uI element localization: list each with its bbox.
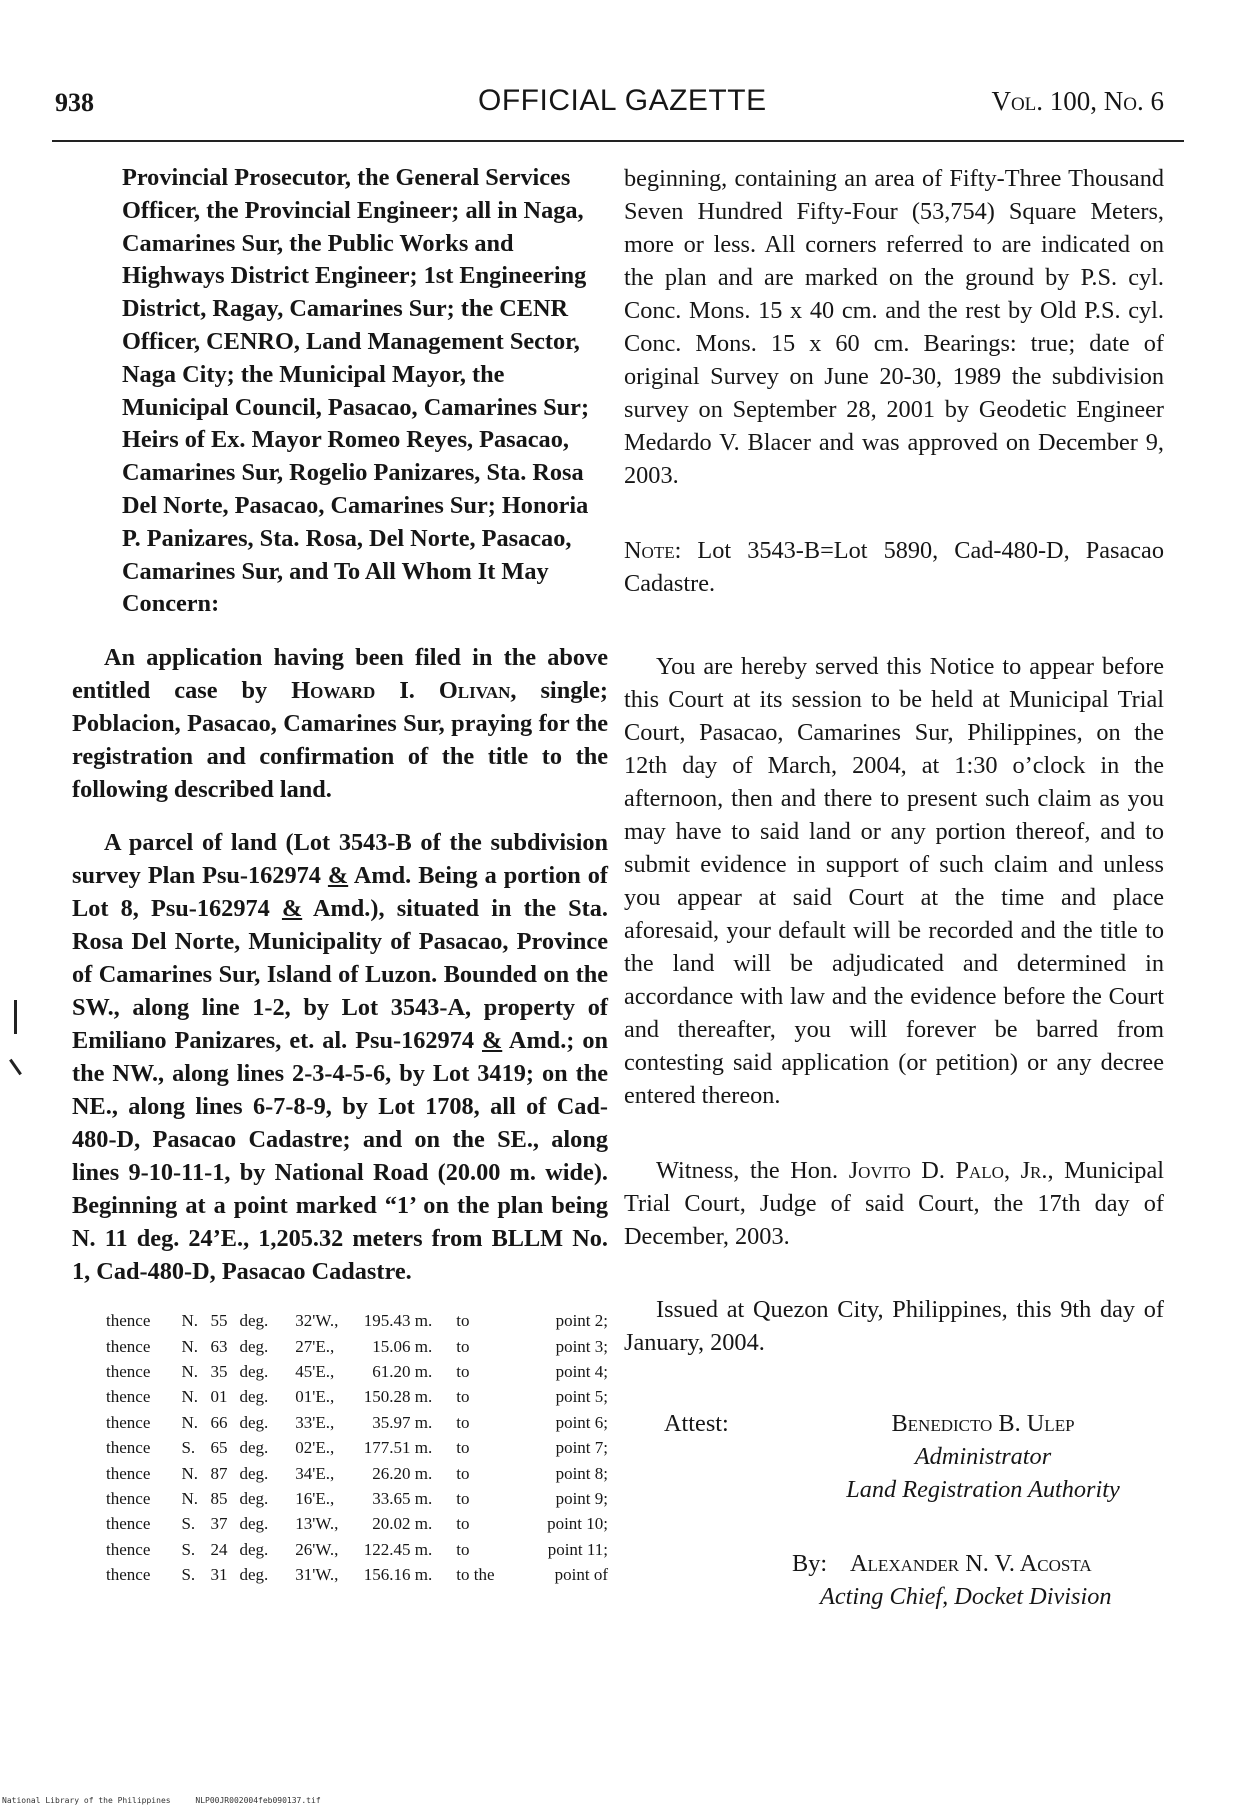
bearing-minutes: 01'E., [295,1387,335,1407]
bearing-unit: deg. [239,1361,269,1381]
bearing-to: to [456,1463,470,1483]
bearing-to: to [456,1489,470,1508]
signer-office: Land Registration Authority [846,1476,1120,1503]
by-name: Alexander N. V. Acosta [850,1550,1092,1577]
by-title: Acting Chief, Docket Division [820,1583,1112,1610]
bearing-to: to [456,1387,470,1407]
bearing-unit: deg. [239,1463,269,1483]
bearing-unit: deg. [239,1336,269,1356]
bearing-minutes: 33'E., [295,1412,335,1432]
bearing-word: thence [106,1361,151,1381]
bearing-point: point 6; [555,1412,608,1432]
margin-mark [9,1059,22,1075]
judge-name: Jovito D. Palo, Jr. [848,1157,1048,1184]
bearing-distance: 156.16 m. [363,1565,433,1585]
page-header [0,0,1236,150]
note-text: Lot 3543-B=Lot 5890, Cad-480-D, Pasacao Cadastre. [624,537,1164,597]
bearing-row [106,1486,608,1511]
bearing-degrees: 37 [210,1514,228,1534]
signer-name: Benedicto B. Ulep [891,1410,1075,1437]
application-text: An application having been filed in the above entitled case by [72,644,608,705]
margin-mark [14,1000,17,1034]
bearing-point: point 2; [555,1311,608,1331]
attest-block [624,1407,1164,1507]
bearing-minutes: 02'E., [295,1438,335,1458]
bearing-minutes: 31'W., [295,1565,339,1585]
bearing-minutes: 34'E., [295,1463,335,1483]
notice-paragraph: You are hereby served this Notice to appear before this Court at its session to be held at Municipal Trial Court, Pasacao, Camarines Sur, Philippines, on the 12th day of March, 2004, at 1:30 o’clock in the afternoon, then and there to present such claim as you may have to said land or any portion thereof, and to submit evidence in support of such claim and unless you appear at said Court at the time and place aforesaid, your default will be recorded and the title to the land will be adjudicated and determined in accordance with law and the evidence before the Court and thereafter, you will forever be barred from contesting said application (or petition) or any decree entered thereon. [624,653,1164,1109]
bearing-to: to [456,1336,470,1356]
bearing-row [106,1435,608,1460]
volume-issue: Vol. 100, No. 6 [991,86,1164,116]
bearing-row [106,1334,608,1359]
bearing-unit: deg. [239,1565,269,1585]
bearing-word: thence [106,1311,151,1331]
bearing-degrees: 87 [210,1463,228,1483]
bearing-degrees: 65 [210,1438,228,1458]
bearing-direction: N. [181,1412,198,1432]
bearing-distance: 177.51 m. [363,1438,433,1458]
bearing-row [106,1537,608,1562]
bearing-minutes: 45'E., [295,1361,335,1381]
bearing-distance: 61.20 m. [372,1361,433,1381]
right-column [624,162,1164,1617]
bearing-point: point 9; [555,1489,608,1508]
bearing-minutes: 26'W., [295,1539,339,1559]
witness-paragraph [624,1154,1164,1253]
bearing-minutes: 32'W., [295,1311,339,1331]
bearings-table [106,1308,608,1587]
bearing-to: to [456,1361,470,1381]
bearing-unit: deg. [239,1412,269,1432]
amd-mark: & [482,1027,503,1055]
bearing-degrees: 35 [210,1361,228,1381]
bearing-degrees: 24 [210,1539,228,1559]
signer-block [802,1407,1164,1506]
bearing-word: thence [106,1565,151,1585]
bearing-row [106,1511,608,1536]
bearing-degrees: 63 [210,1336,228,1356]
bearing-to: to [456,1539,470,1559]
note-label: Note: [624,537,682,564]
bearing-direction: N. [181,1361,198,1381]
bearing-row [106,1410,608,1435]
left-column [72,162,608,1588]
bearing-point: point 8; [555,1463,608,1483]
bearing-to: to [456,1438,470,1458]
bearing-unit: deg. [239,1311,269,1331]
amd-mark: & [281,895,303,923]
bearing-point: point 7; [555,1438,608,1458]
bearing-row [106,1461,608,1486]
scan-footer [2,1796,341,1805]
library-credit: National Library of the Philippines [2,1796,171,1805]
bearing-direction: S. [181,1514,196,1534]
bearing-direction: N. [181,1489,198,1508]
bearing-distance: 195.43 m. [363,1311,433,1331]
bearing-minutes: 16'E., [295,1489,335,1508]
bearing-point: point 10; [547,1514,608,1534]
bearing-point: point 5; [555,1387,608,1407]
bearing-word: thence [106,1387,151,1407]
parcel-text: Amd.; on the NW., along lines 2-3-4-5-6, by Lot 3419; on the NE., along lines 6-7-8-9, by Lot 1708, all of Cad-480-D, Pasacao Cadastre; and on the SE., along lines 9-10-11-1, by National Road (20.00 m. wide). Beginning at a point marked “1’ on the plan being N. 11 deg. 24’E., 1,205.32 meters from BLLM No. 1, Cad-480-D, Pasacao Cadastre. [72,1027,609,1286]
bearing-to: to [456,1311,470,1331]
bearing-to: to [456,1412,470,1432]
bearing-point: point 11; [547,1539,608,1559]
application-text: , single; Poblacion, Pasacao, Camarines Sur, praying for the registration and confirmation of the title to the following described land. [72,677,608,804]
parcel-description [72,826,608,1288]
parcel-text: Amd.), situated in the Sta. Rosa Del Norte, Municipality of Pasacao, Province of Camarines Sur, Island of Luzon. Bounded on the SW., along line 1-2, by Lot 3543-A, property of Emiliano Panizares, et. al. Psu-162974 [72,895,608,1055]
amd-mark: & [327,862,349,890]
bearing-row [106,1384,608,1409]
bearing-unit: deg. [239,1489,269,1508]
by-label: By: [792,1550,828,1577]
header-rule [52,140,1184,142]
bearing-direction: S. [181,1565,196,1585]
attest-label: Attest: [664,1410,729,1437]
bearing-minutes: 13'W., [295,1514,339,1534]
bearing-word: thence [106,1539,151,1559]
page-number: 938 [55,88,94,117]
bearing-distance: 122.45 m. [363,1539,433,1559]
parcel-text: Amd. Being a portion of Lot 8, Psu-162974 [72,862,608,923]
bearing-distance: 150.28 m. [363,1387,433,1407]
signer-title: Administrator [914,1443,1052,1470]
bearing-word: thence [106,1463,151,1483]
by-block [624,1547,1164,1617]
witness-text: Witness, the Hon. [656,1157,849,1184]
bearing-minutes: 27'E., [295,1336,335,1356]
addressee-list: Provincial Prosecutor, the General Services Officer, the Provincial Engineer; all in Naga, Camarines Sur, the Public Works and Highways District Engineer; 1st Engineering District, Ragay, Camarines Sur; the CENR Officer, CENRO, Land Management Sector, Naga City; the Municipal Mayor, the Municipal Council, Pasacao, Camarines Sur; Heirs of Ex. Mayor Romeo Reyes, Pasacao, Camarines Sur, Rogelio Panizares, Sta. Rosa Del Norte, Pasacao, Camarines Sur; Honoria P. Panizares, Sta. Rosa, Del Norte, Pasacao, Camarines Sur, and To All Whom It May Concern: [122,164,590,618]
bearing-to: to the [456,1565,495,1585]
bearing-distance: 26.20 m. [372,1463,433,1483]
bearing-distance: 35.97 m. [372,1412,433,1432]
bearing-point: point of [554,1565,608,1585]
issued-paragraph: Issued at Quezon City, Philippines, this 9th day of January, 2004. [624,1296,1164,1356]
bearing-degrees: 85 [210,1489,228,1508]
bearing-word: thence [106,1438,151,1458]
publication-title: OFFICIAL GAZETTE [478,84,767,117]
bearing-point: point 3; [555,1336,608,1356]
bearing-distance: 20.02 m. [372,1514,433,1534]
bearing-unit: deg. [239,1438,269,1458]
applicant-name: Howard I. Olivan [291,677,511,705]
bearing-direction: S. [181,1438,196,1458]
bearing-unit: deg. [239,1539,269,1559]
bearing-word: thence [106,1336,151,1356]
bearing-row [106,1562,608,1587]
bearing-word: thence [106,1489,151,1508]
bearing-unit: deg. [239,1387,269,1407]
bearing-row [106,1308,608,1333]
application-paragraph [72,641,608,806]
bearing-direction: S. [181,1539,196,1559]
bearing-word: thence [106,1514,151,1534]
bearing-degrees: 31 [210,1565,228,1585]
bearing-point: point 4; [555,1361,608,1381]
bearing-direction: N. [181,1336,198,1356]
bearing-row [106,1359,608,1384]
parcel-text: A parcel of land (Lot 3543-B of the subdivision survey Plan Psu-162974 [72,829,608,890]
bearing-degrees: 66 [210,1412,228,1432]
bearing-direction: N. [181,1311,198,1331]
description-continuation: beginning, containing an area of Fifty-Three Thousand Seven Hundred Fifty-Four (53,754) Square Meters, more or less. All corners referred to are indicated on the plan and are marked on the ground by P.S. cyl. Conc. Mons. 15 x 40 cm. and the rest by Old P.S. cyl. Conc. Mons. 15 x 60 cm. Bearings: true; date of original Survey on June 20-30, 1989 the subdivision survey on September 28, 2001 by Geodetic Engineer Medardo V. Blacer and was approved on December 9, 2003. [624,165,1164,489]
bearing-degrees: 01 [210,1387,228,1407]
bearing-degrees: 55 [210,1311,228,1331]
bearing-word: thence [106,1412,151,1432]
bearing-distance: 33.65 m. [372,1489,433,1508]
note-paragraph [624,534,1164,600]
bearing-direction: N. [181,1387,198,1407]
bearing-to: to [456,1514,470,1534]
witness-text: , Municipal Trial Court, Judge of said Court, the 17th day of December, 2003. [624,1157,1164,1250]
bearing-distance: 15.06 m. [372,1336,433,1356]
bearing-direction: N. [181,1463,198,1483]
bearing-unit: deg. [239,1514,269,1534]
file-name: NLP00JR002004feb090137.tif [195,1796,321,1805]
